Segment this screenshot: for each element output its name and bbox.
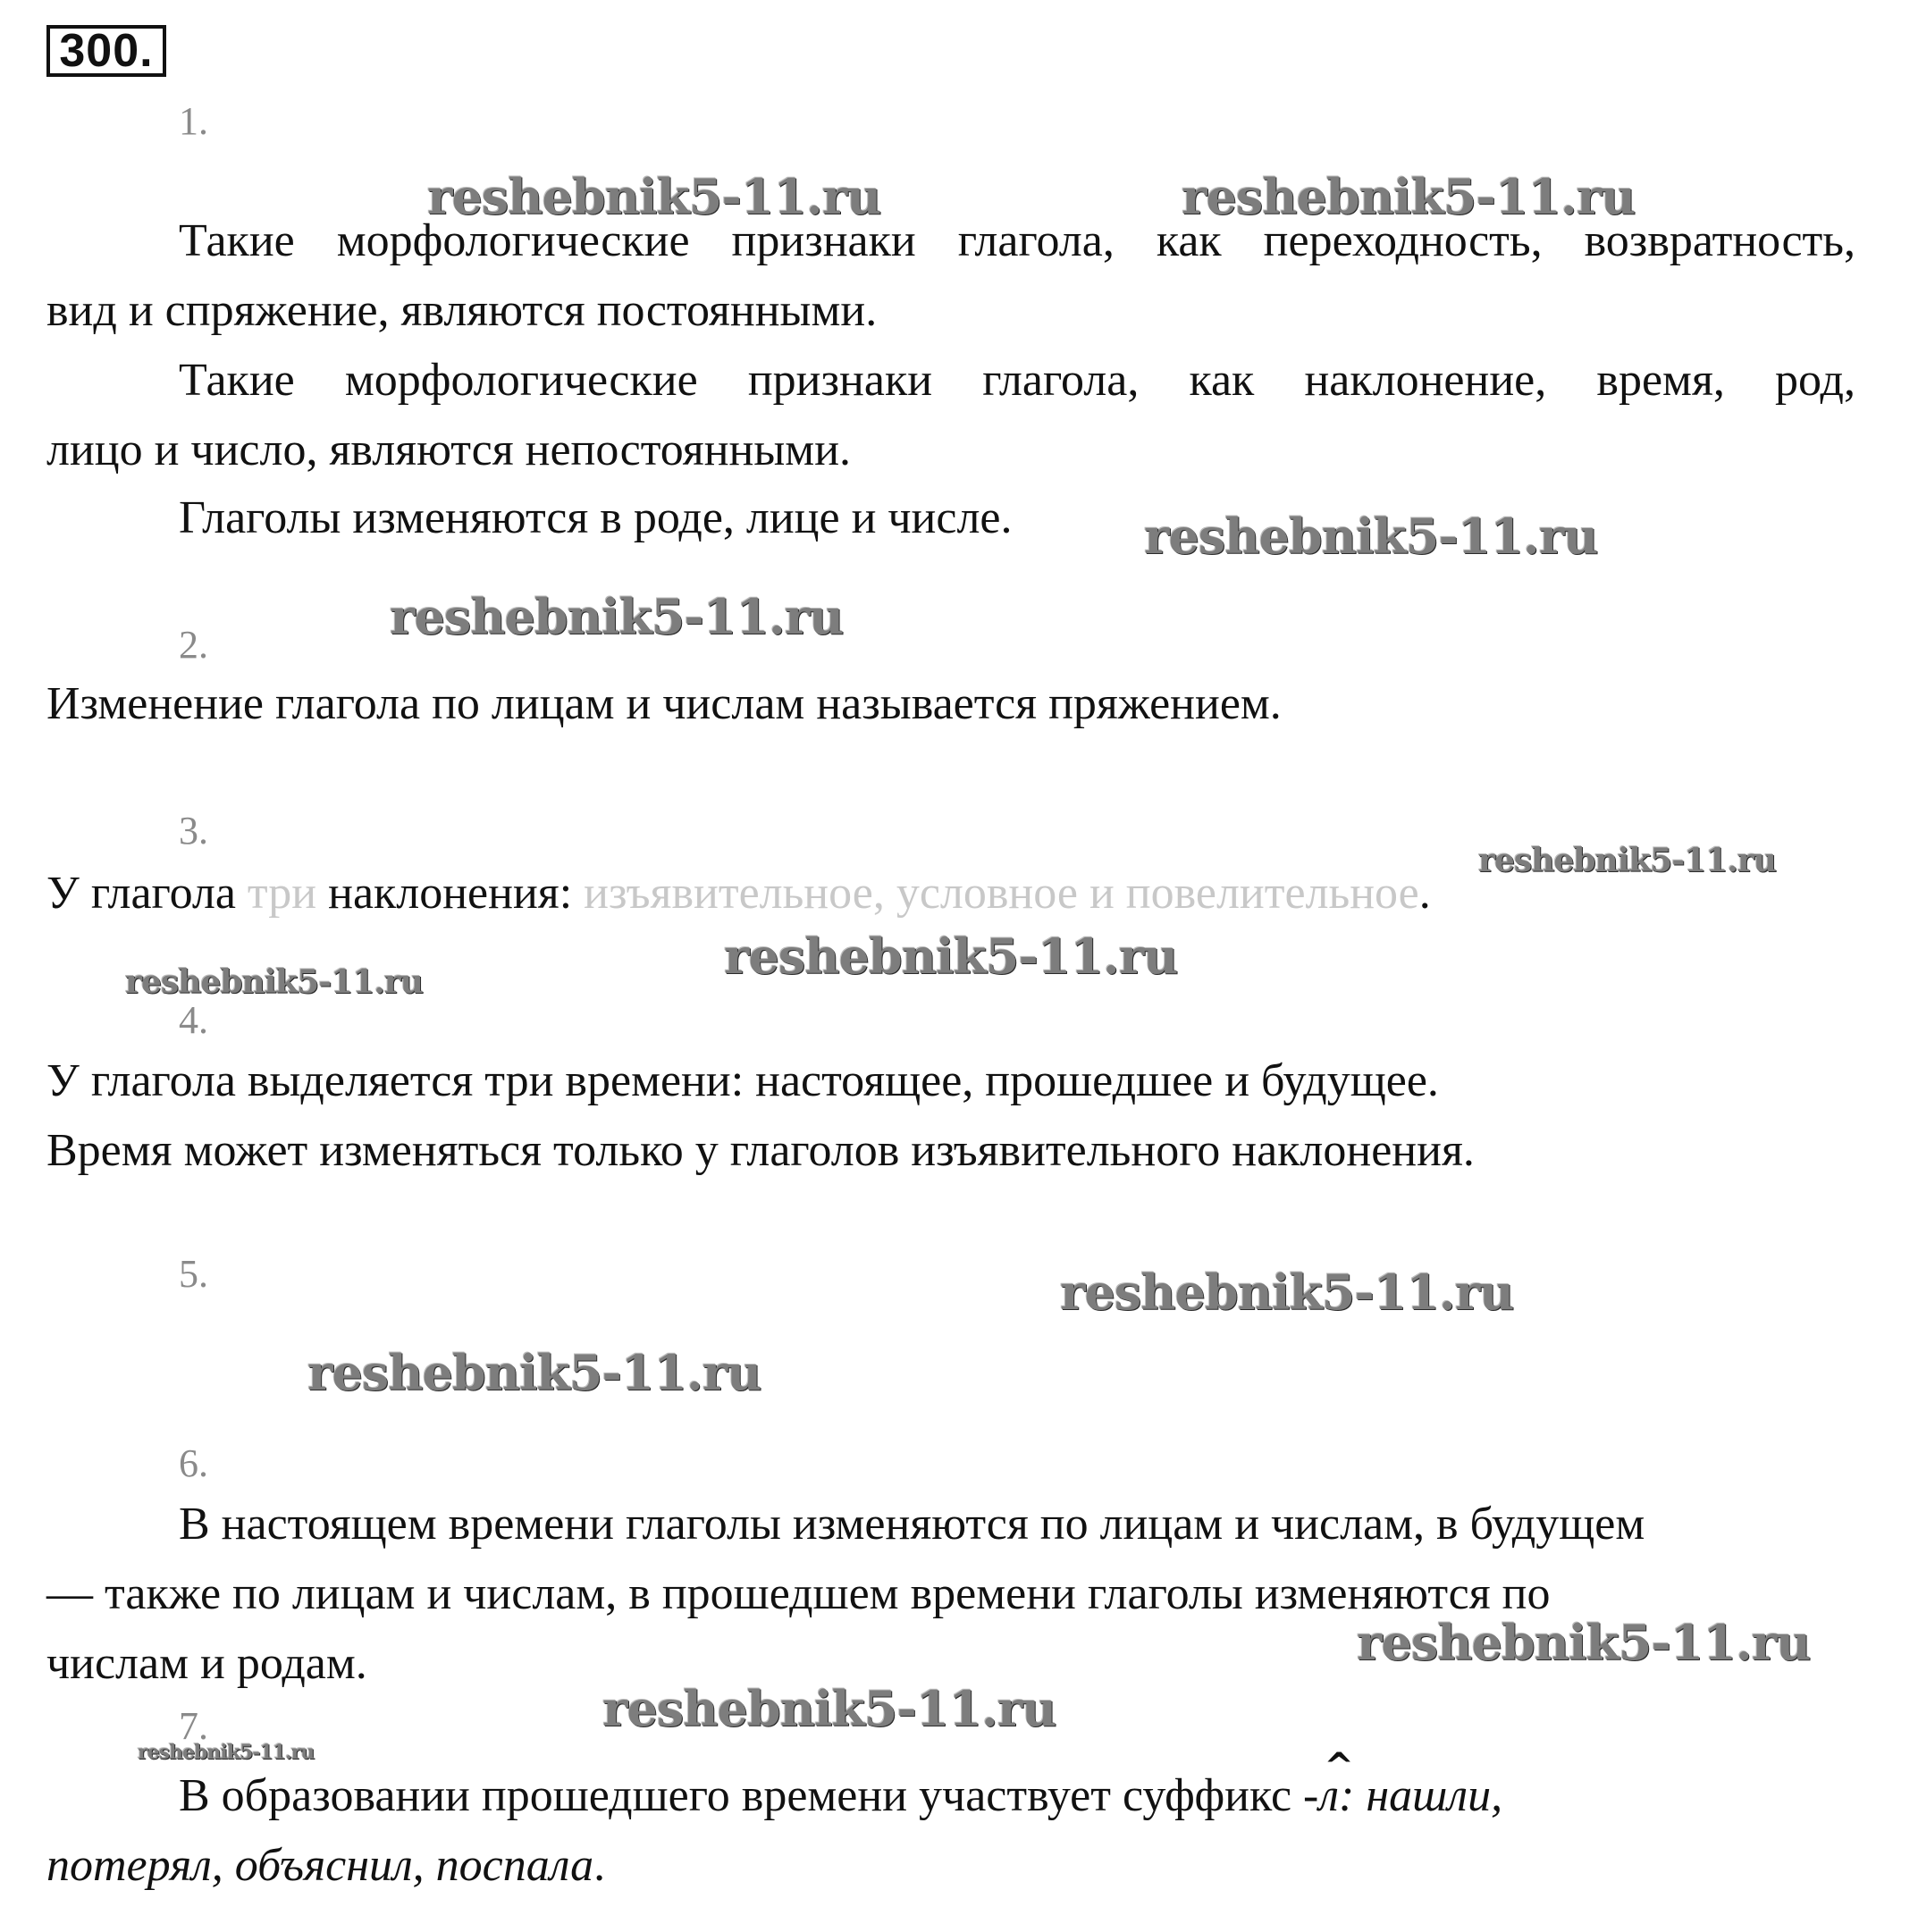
watermark: reshebnik5-11.ru — [1357, 1614, 1811, 1671]
paragraph-line: Такие морфологические признаки глагола, как переходность, возвратность, — [179, 215, 1855, 266]
paragraph-line: Изменение глагола по лицам и числам называется пряжением. — [46, 678, 1282, 729]
watermark: reshebnik5-11.ru — [1144, 508, 1598, 565]
text-run: . — [1418, 868, 1431, 919]
text-run: У глагола — [46, 868, 248, 919]
faded-text: изъявительное, условное и повелительное — [584, 868, 1419, 919]
paragraph-line: — также по лицам и числам, в прошедшем времени глаголы изменяются по — [46, 1568, 1551, 1619]
paragraph-line: числам и родам. — [46, 1638, 367, 1689]
faded-text: три — [247, 868, 317, 919]
suffix-mark-icon: ^ — [1324, 1746, 1354, 1787]
section-number-5: 5. — [179, 1252, 208, 1296]
paragraph-line: В настоящем времени глаголы изменяются по лицам и числам, в будущем — [179, 1499, 1645, 1550]
section-number-3: 3. — [179, 809, 208, 853]
paragraph-line: вид и спряжение, являются постоянными. — [46, 285, 878, 336]
section-number-4: 4. — [179, 998, 208, 1042]
section-number-7: 7. — [179, 1704, 208, 1748]
watermark: reshebnik5-11.ru — [427, 168, 881, 225]
text-run: наклонения: — [316, 868, 585, 919]
watermark: reshebnik5-11.ru — [125, 963, 423, 1001]
examples-italic: : нашли, — [1339, 1770, 1503, 1821]
examples-italic: потерял, объяснил, поспала — [46, 1840, 594, 1891]
watermark: reshebnik5-11.ru — [1182, 168, 1636, 225]
watermark: reshebnik5-11.ru — [724, 928, 1178, 985]
paragraph-line: Такие морфологические признаки глагола, как наклонение, время, род, — [179, 355, 1855, 406]
watermark: reshebnik5-11.ru — [138, 1741, 315, 1764]
paragraph-line: Время может изменяться только у глаголов изъявительного наклонения. — [46, 1125, 1475, 1176]
watermark: reshebnik5-11.ru — [1478, 842, 1776, 879]
paragraph-line — [46, 1839, 605, 1893]
section-number-1: 1. — [179, 99, 208, 143]
paragraph-line: Глаголы изменяются в роде, лице и числе. — [179, 492, 1013, 543]
text-run: В образовании прошедшего времени участвует суффикс - — [179, 1770, 1319, 1821]
text-run: . — [593, 1840, 606, 1891]
watermark: reshebnik5-11.ru — [1060, 1264, 1514, 1321]
task-number: 300. — [46, 25, 166, 77]
watermark: reshebnik5-11.ru — [390, 588, 844, 645]
paragraph-line — [46, 867, 1431, 920]
suffix-letter — [1318, 1746, 1354, 1821]
section-number-6: 6. — [179, 1441, 208, 1485]
suffix-text: л — [1318, 1770, 1340, 1821]
paragraph-line: лицо и число, являются непостоянными. — [46, 424, 852, 475]
watermark: reshebnik5-11.ru — [602, 1680, 1056, 1737]
section-number-2: 2. — [179, 623, 208, 667]
watermark: reshebnik5-11.ru — [307, 1344, 761, 1401]
paragraph-line: У глагола выделяется три времени: настоящее, прошедшее и будущее. — [46, 1055, 1439, 1106]
